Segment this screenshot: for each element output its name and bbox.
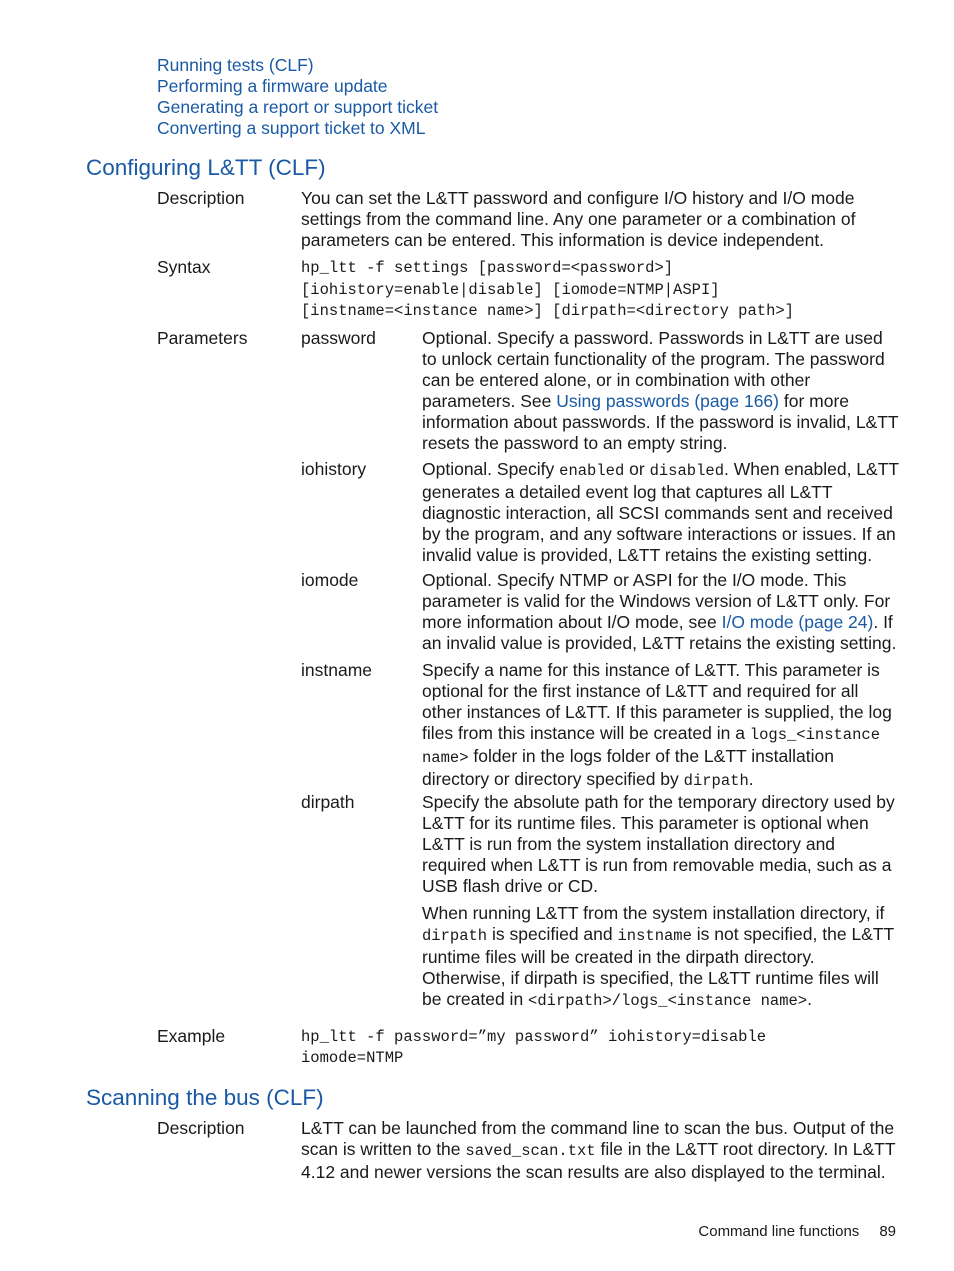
example-label: Example [157,1026,226,1046]
code-disabled: disabled [649,462,724,480]
param-desc-dirpath-note: When running L&TT from the system installation directory, if dirpath is specified and instname is not specified, the L&TT runtime files will be created in the dirpath directory. Otherwise, if dirpath is specified, the L&TT runtime files will be created in <dirpath>/logs_<instance name>. [422,903,894,1010]
link-running-tests[interactable]: Running tests (CLF) [157,55,314,75]
param-name-instname: instname [301,660,373,680]
scan-description-label: Description [157,1118,245,1138]
link-using-passwords[interactable]: Using passwords (page 166) [556,391,779,411]
parameters-label: Parameters [157,328,248,348]
link-firmware-update[interactable]: Performing a firmware update [157,76,388,96]
section-heading-configuring: Configuring L&TT (CLF) [86,155,326,180]
param-desc-password: Optional. Specify a password. Passwords in L&TT are used to unlock certain functionality of the program. The password can be entered alone, or in combination with other parameters. See Using passwords (page 166) for more information about passwords. If the password is invalid, L&TT resets the password to an empty string. [422,328,899,453]
page-number: 89 [879,1223,896,1240]
code-logs-instance: logs_<instance name> [422,726,881,767]
syntax-line-1: hp_ltt -f settings [password=<password>] [301,259,674,277]
code-enabled: enabled [559,462,625,480]
page-footer [698,1222,896,1242]
example-line-1: hp_ltt -f password=”my password” iohistory=disable [301,1028,767,1046]
param-desc-iohistory: Optional. Specify enabled or disabled. When enabled, L&TT generates a detailed event log that captures all L&TT diagnostic interaction, all SCSI commands sent and received by the program, and any software interactions or issues. If an invalid value is provided, L&TT retains the existing setting. [422,459,899,565]
param-name-dirpath: dirpath [301,792,355,812]
code-dirpath: dirpath [683,772,749,790]
description-text: You can set the L&TT password and configure I/O history and I/O mode settings from the command line. Any one parameter or a combination of parameters can be entered. This information is device independent. [301,188,856,250]
link-report-support-ticket[interactable]: Generating a report or support ticket [157,97,439,117]
footer-section-title: Command line functions [698,1223,860,1240]
link-io-mode[interactable]: I/O mode (page 24) [721,612,874,632]
param-name-iomode: iomode [301,570,359,590]
param-name-iohistory: iohistory [301,459,367,479]
link-ticket-to-xml[interactable]: Converting a support ticket to XML [157,118,426,138]
param-desc-dirpath: Specify the absolute path for the temporary directory used by L&TT for its runtime files. This parameter is optional when L&TT is run from the system installation directory and required when L&TT is run from removable media, such as a USB flash drive or CD. [422,792,895,896]
syntax-label: Syntax [157,257,211,277]
syntax-line-2: [iohistory=enable|disable] [iomode=NTMP|ASPI] [301,281,720,299]
section-heading-scanning: Scanning the bus (CLF) [86,1085,324,1110]
scan-description-text: L&TT can be launched from the command line to scan the bus. Output of the scan is written to the saved_scan.txt file in the L&TT root directory. In L&TT 4.12 and newer versions the scan results are also displayed to the terminal. [301,1118,896,1182]
param-desc-instname: Specify a name for this instance of L&TT. This parameter is optional for the first instance of L&TT and required for all other instances of L&TT. If this parameter is supplied, the log files from this instance will be created in a logs_<instance name> folder in the logs folder of the L&TT installation directory or directory specified by dirpath. [422,660,892,790]
code-saved-scan: saved_scan.txt [465,1142,596,1160]
code-dirpath-logs: <dirpath>/logs_<instance name> [528,992,808,1010]
example-line-2: iomode=NTMP [301,1049,404,1067]
code-dirpath-2: dirpath [422,927,488,945]
code-instname: instname [617,927,692,945]
description-label: Description [157,188,245,208]
syntax-line-3: [instname=<instance name>] [dirpath=<directory path>] [301,302,794,320]
param-desc-iomode: Optional. Specify NTMP or ASPI for the I/O mode. This parameter is valid for the Windows version of L&TT only. For more information about I/O mode, see I/O mode (page 24). If an invalid value is provided, L&TT retains the existing setting. [422,570,897,653]
param-name-password: password [301,328,376,348]
